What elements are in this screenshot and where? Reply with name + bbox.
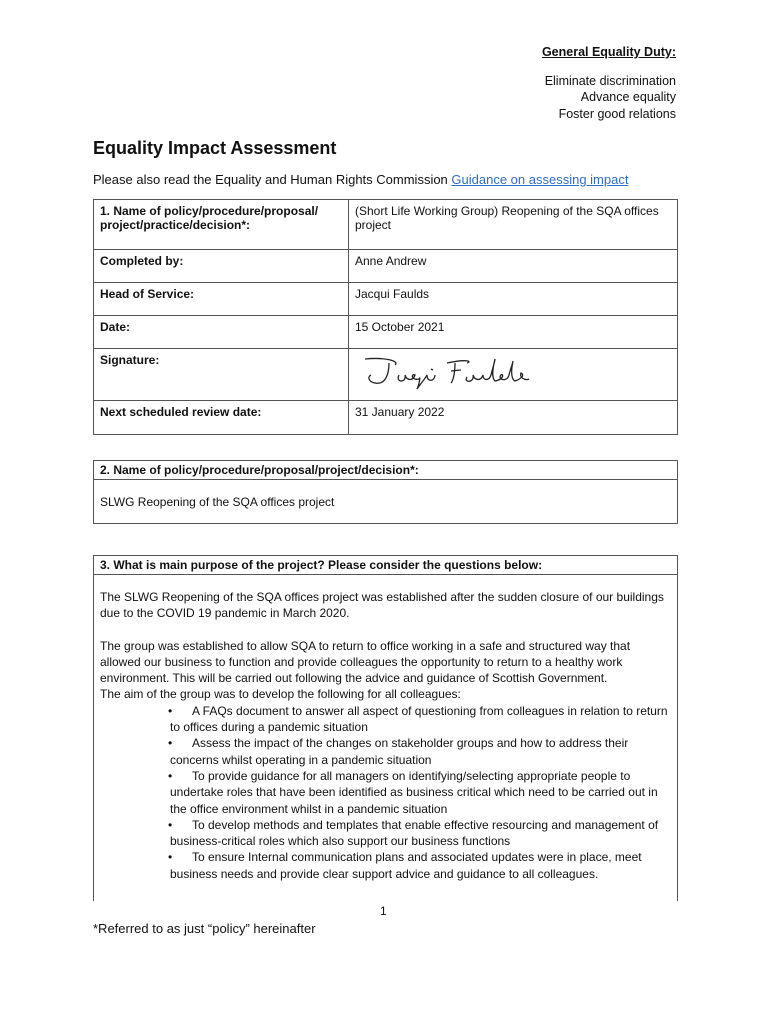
section-3-paragraph: The group was established to allow SQA to return to office working in a safe and structured way that allowed our business to function and provide colleagues the opportunity to return to a healthy work environment. This will be carried out following the advice and guidance of Scottish Government. <box>100 638 631 686</box>
duty-line: Advance equality <box>580 90 676 104</box>
value-completed-by: Anne Andrew <box>349 250 678 283</box>
equality-duty-block <box>542 44 676 122</box>
label-head-of-service: Head of Service: <box>94 283 349 316</box>
intro-text <box>93 172 628 187</box>
section-3-box <box>93 555 678 901</box>
duty-line: Foster good relations <box>558 106 676 121</box>
bullet-icon: • <box>168 736 173 751</box>
section-3-body <box>94 575 677 888</box>
duty-line: Eliminate discrimination <box>544 73 676 88</box>
intro-sentence: Please also read the Equality and Human Rights Commission <box>93 172 452 187</box>
label-review-date: Next scheduled review date: <box>94 401 349 435</box>
section-3-paragraph: The SLWG Reopening of the SQA offices project was established after the sudden closure of our buildings due to the COVID 19 pandemic in March 2020. <box>100 590 664 621</box>
value-date: 15 October 2021 <box>349 316 678 349</box>
aims-list <box>100 703 671 882</box>
duty-heading: General Equality Duty: <box>541 45 676 59</box>
bullet-icon: • <box>168 768 173 783</box>
bullet-icon: • <box>168 817 173 832</box>
section-2-heading: 2. Name of policy/procedure/proposal/project/decision*: <box>94 461 677 480</box>
signature-cell <box>349 349 678 401</box>
list-item: • To ensure Internal communication plans and associated updates were in place, meet business needs and provide clear support advice and guidance to all colleagues. <box>168 850 642 881</box>
section-2-box <box>93 460 678 524</box>
list-item: • A FAQs document to answer all aspect of questioning from colleagues in relation to return to offices during a pandemic situation <box>168 703 668 735</box>
label-signature: Signature: <box>94 349 349 401</box>
footnote: *Referred to as just “policy” hereinafter <box>93 921 316 936</box>
details-table <box>93 199 678 435</box>
section-3-paragraph: The aim of the group was to develop the following for all colleagues: <box>100 687 461 702</box>
bullet-icon: • <box>168 850 173 865</box>
value-head-of-service: Jacqui Faulds <box>349 283 678 316</box>
list-item: • To develop methods and templates that enable effective resourcing and management of business-critical roles which also support our business functions <box>168 817 659 849</box>
list-item: • Assess the impact of the changes on stakeholder groups and how to address their concerns whilst operating in a pandemic situation <box>168 736 629 767</box>
bullet-icon: • <box>168 703 173 718</box>
guidance-link[interactable]: Guidance on assessing impact <box>451 172 629 187</box>
section-3-heading: 3. What is main purpose of the project? Please consider the questions below: <box>94 556 677 575</box>
label-policy-name: 1. Name of policy/procedure/proposal/ project/practice/decision*: <box>94 200 349 250</box>
label-date: Date: <box>94 316 349 349</box>
section-2-body: SLWG Reopening of the SQA offices project <box>100 495 335 509</box>
page-title: Equality Impact Assessment <box>93 138 337 158</box>
value-review-date: 31 January 2022 <box>349 401 678 435</box>
value-policy-name: (Short Life Working Group) Reopening of the SQA offices project <box>349 200 678 250</box>
page-number: 1 <box>380 904 387 918</box>
label-completed-by: Completed by: <box>94 250 349 283</box>
list-item: • To provide guidance for all managers on identifying/selecting appropriate people to undertake roles that have been identified as business critical which need to be carried out in the office environment whilst in a pandemic situation <box>168 768 658 816</box>
handwritten-signature <box>355 353 545 393</box>
